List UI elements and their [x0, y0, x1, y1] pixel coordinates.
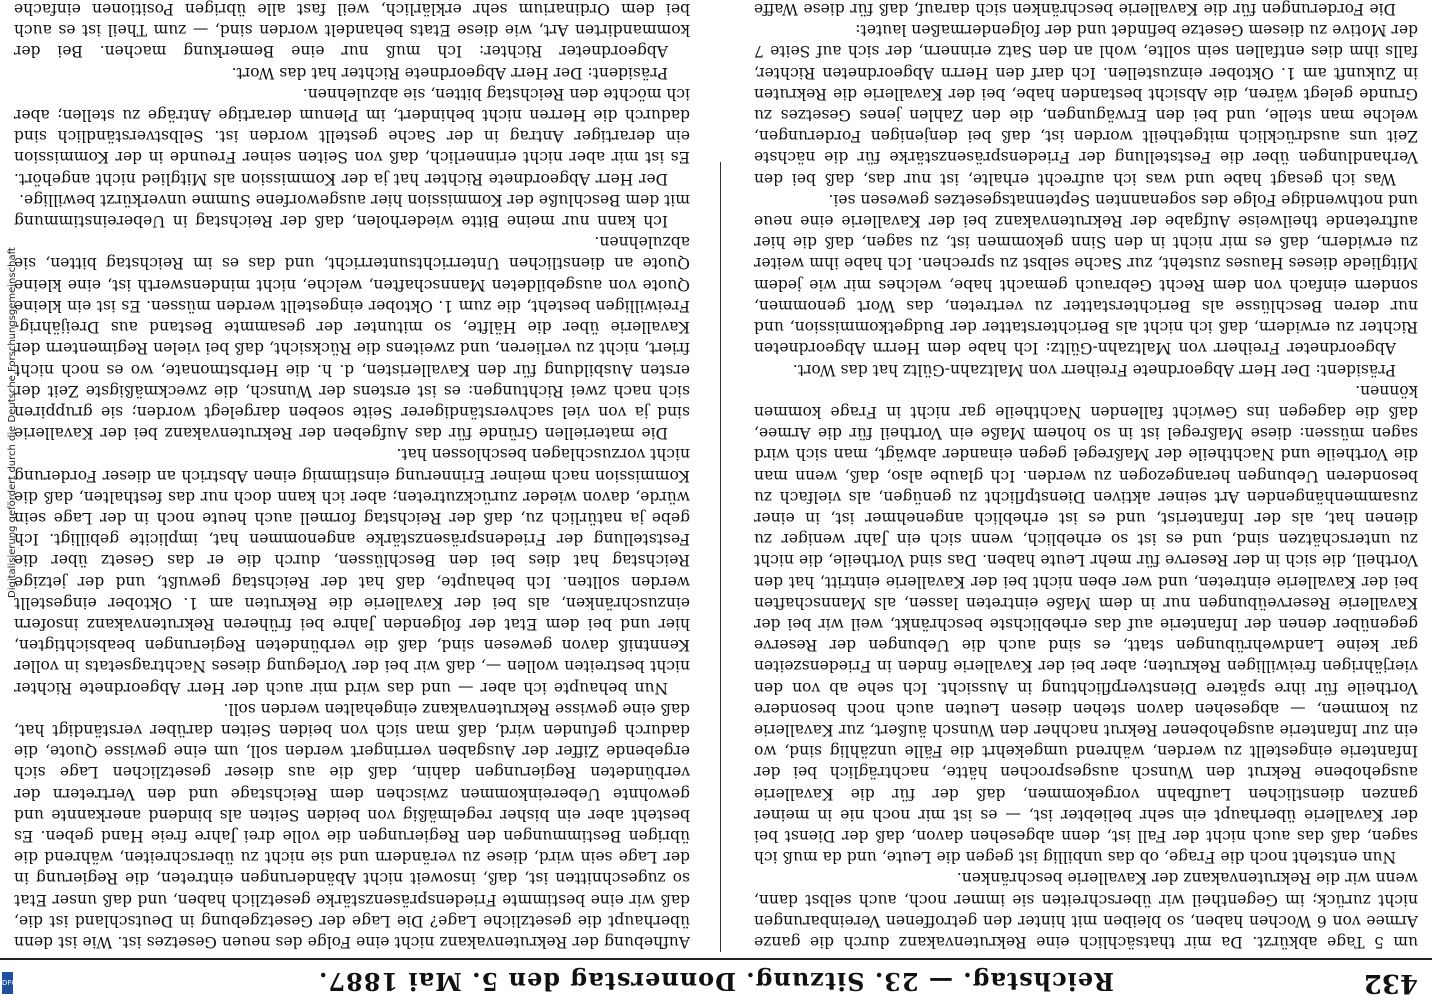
dfg-logo-icon: DFG: [2, 972, 13, 994]
digitization-credit: Digitalisierung gefördert durch die Deutsche Forschungsgemeinschaft: [7, 247, 18, 598]
paragraph: Der Herr Abgeordnete Richter hat ja der Kommission als Mitglied nicht angehört. Es ist mir aber nicht erinnerlich, daß von Seiten seiner Freunde in der Kommission ein derartiger Antrag in der Sache gestellt worden ist. Selbstverständlich sind dadurch die Herren nicht behindert, im Plenum derartige Anträge zu stellen; aber ich möchte den Reichstag bitten, sie abzulehnen.: [14, 84, 690, 188]
paragraph: Präsident: Der Herr Abgeordnete Freiherr von Maltzahn-Gültz hat das Wort.: [792, 360, 1396, 379]
page-number: 432: [1363, 968, 1418, 998]
column-divider: [720, 162, 721, 952]
quote-paragraph: Die Forderungen für die Kavallerie beschränken sich darauf, daß für diese Waffe: [754, 0, 1396, 19]
running-head: Reichstag. — 23. Sitzung. Donnerstag den 5. Mai 1887.: [318, 967, 1114, 996]
paragraph: um 5 Tage abkürzt. Da mir thatsächlich eine Rekrutenvakanz durch die ganze Armee von 6 Wochen haben, so bleiben mit hinter den getroffenen Vereinbarungen nicht zurück; im Gegentheil wir überschreiten sie immer noch, auch selbst dann, wenn wir die Rekrutenvakanz der Kavallerie beschränken.: [754, 869, 1418, 951]
paragraph: Präsident: Der Herr Abgeordnete Richter hat das Wort.: [231, 63, 668, 82]
paragraph: Die materiellen Gründe für das Aufgeben der Rekrutenvakanz bei der Kavallerie sind ja von viel sachverständigerer Seite soeben dargelegt worden; sie gruppiren sich nach zwei Richtungen: es ist erstens der Wunsch, die zweckmäßigste Zeit der ersten Ausbildung für den Kavalleristen, d. h. die Herbstmonate, wo es noch nicht friert, nicht zu verlieren, und zweitens die Rücksicht, daß bei vielen Regimentern der Kavallerie über die Hälfte, so mitunter der gesammte Bestand aus Dreijährig-Freiwilligen besteht, die zum 1. Oktober eingestellt werden müssen. Es ist ein kleine Quote von ausgebildeten Mannschaften, welche, nicht mindenswerth ist, eine kleine Quote an dienstlichen Unterrichtsunterricht, und das es im Reichstag bitten, sie abzulehnen.: [14, 233, 690, 443]
page-header: [0, 960, 1432, 1000]
left-column: [754, 0, 1418, 952]
right-column: [14, 0, 690, 952]
paragraph: Aufhebung der Rekrutenvakanz nicht eine Folge des neuen Gesetzes ist. Wie ist denn überhaupt die gesetzliche Lage? Die Lage der Gesetzgebung in Deutschland ist die, daß wir eine bestimmte Friedenspräsenzstärke gesetzlich haben, und daß unser Etat so zugeschnitten ist, daß, insoweit nicht Abänderungen eintreten, die Regierung in der Lage sein wird, diese zu verändern und sie nicht zu überschreiten, während die übrigen Bestimmungen den Regierungen die volle drei Jahre freie Hand geben. Es besteht aber ein bisher regelmäßig von beiden Seiten als bindend anerkannte und gewohnte Uebereinkommen zwischen dem Reichstage und den Vertretern der verbündeten Regierungen dahin, daß die aus dieser gesetzlichen Lage sich ergebende Ziffer der Ausgaben verringert werden soll, um eine gewisse Quote, die dadurch gefunden wird, daß man sich von beiden Seiten darüber verständigt hat, daß eine gewisse Rekrutenvakanz eingehalten werden soll.: [14, 699, 690, 951]
paragraph: Nun behaupte ich aber — und das wird mir auch der Herr Abgeordnete Richter nicht bestreiten wollen —, daß wir bei der Vorlegung dieses Nachtragsetats in voller Kenntniß davon gewesen sind, daß die verbündeten Regierungen beabsichtigten, hier und bei dem Etat der folgenden Jahre bei früheren Rekrutenvakanz insofern einzuschränken, als bei der Kavallerie die Rekruten am 1. Oktober eingestellt werden sollten. Ich behaupte, daß hat der Reichstag gewußt, und der jetzige Reichstag hat dies bei den Beschlüssen, durch die er das Gesetz über die Feststellung der Friedenspräsenzstärke angenommen hat, implicite gebilligt. Ich gebe ja natürlich zu, daß der Reichstag formell auch heute noch in der Lage sein würde, davon wieder zurückzutreten; aber ich kann doch nur das festhalten, daß die Kommission nach meiner Erinnerung einstimmig einen Abstrich an dieser Forderung nicht vorzuschlagen beschlossen hat.: [14, 445, 690, 697]
paragraph: Nun entsteht noch die Frage, ob das unbillig ist gegen die Leute, und da muß ich sagen, daß das auch nicht der Fall ist, denn abgesehen davon, daß der Dienst bei der Kavallerie überhaupt ein sehr beliebter ist, — es ist mir noch nie in meiner ganzen dienstlichen Laufbahn vorgekommen, daß der für die Kavallerie ausgehobene Rekrut den Wunsch ausgesprochen hätte, nachträglich bei der Infanterie eingestellt zu werden, während umgekehrt die Fälle unzählig sind, wo ein zur Infanterie ausgehobener Rekrut nachher den Wunsch äußert, zur Kavallerie zu kommen, — abgesehen davon stehen diesen Leuten auch noch besondere Vortheile für ihre spätere Dienstverpflichtung in Aussicht. Ich sehe ab von den vierjährigen freiwilligen Rekruten; aber bei der Kavallerie finden in Friedenszeiten gar keine Landwehrübungen statt, es sind auch die Uebungen der Reserve gegenüber denen der Infanterie auf das erheblichste beschränkt, weil wir bei der Kavallerie Reserveübungen nur in dem Maße eintreten lassen, als Mannschaften bei der Kavallerie eintreten, und wer eben nicht bei der Kavallerie eintritt, hat den Vortheil, die sich in der Reserve für mehr Leute haben. Das sind Vortheile, die nicht zu unterschätzen sind, und es ist so erheblich, wenn sich ein Jahr weniger zu dienen hat, als der Infanterist, und es ist erheblich angenehmer ist, in einer zusammenhängenden Art seiner aktiven Dienstpflicht zu genügen, als vielfach zu besonderen Uebungen herangezogen zu werden. Ich glaube also, daß, wenn man die Vortheile und Nachtheile der Maßregel gegen einander abwägt, man sich wird sagen müssen: diese Maßregel ist in so hohem Maße ein Vortheil für die Armee, daß die dagegen ins Gewicht fallenden Nachtheile gar nicht in Frage kommen können.: [754, 381, 1418, 867]
paragraph: Abgeordneter Freiherr von Maltzahn-Gültz: Ich habe dem Herrn Abgeordneten Richter zu erwidern, daß ich nicht als Berichterstatter der Budgetkommission, und nur deren Beschlüsse als Berichterstatter zu vertreten, das Wort genommen, sondern einfach von dem Recht Gebrauch gemacht habe, welches mir wie jedem Mitgliede dieses Hauses zusteht, zur Sache selbst zu sprechen. Ich habe ihm weiter zu erwidern, daß es mir nicht in den Sinn gekommen ist, zu sagen, daß die hier auftretende theilweise Aufgabe der Rekrutenvakanz bei der Kavallerie eine neue und nothwendige Folge des sogenannten Septennatsgesetzes gewesen sei.: [754, 190, 1418, 358]
paragraph: Abgeordneter Richter: Ich muß nur eine Bemerkung machen. Bei der kommandirten Art, wie diese Etats behandelt worden sind, — zum Theil ist es auch bei dem Ordinarium sehr erklärlich, weil fast alle übrigen Positionen einfache: [14, 0, 690, 61]
header-rule: [0, 958, 1432, 960]
paragraph: Ich kann nur meine Bitte wiederholen, daß der Reichstag in Uebereinstimmung mit dem Beschluße der Kommission hier ausgeworfene Summe unverkürzt bewillige.: [14, 190, 690, 231]
paragraph: Was ich gesagt habe und was ich aufrecht erhalte, ist nur das, daß bei den Verhandlungen über die Feststellung der Friedenspräsenzstärke für die nächste Zeit uns ausdrücklich mitgetheilt worden ist, daß bei denjenigen Forderungen, welche man stelle, und bei den Erwägungen, die den Zahlen jenes Gesetzes zu Grunde gelegt wären, die Absicht bestanden habe, bei der Kavallerie die Rekruten in Zukunft am 1. Oktober einzustellen. Ich darf den Herrn Abgeordneten Richter, falls ihm dies entfallen sein sollte, wohl an den Satz erinnern, der sich auf Seite 7 der Motive zu diesem Gesetze befindet und der folgendermaßen lautet:: [754, 21, 1418, 188]
